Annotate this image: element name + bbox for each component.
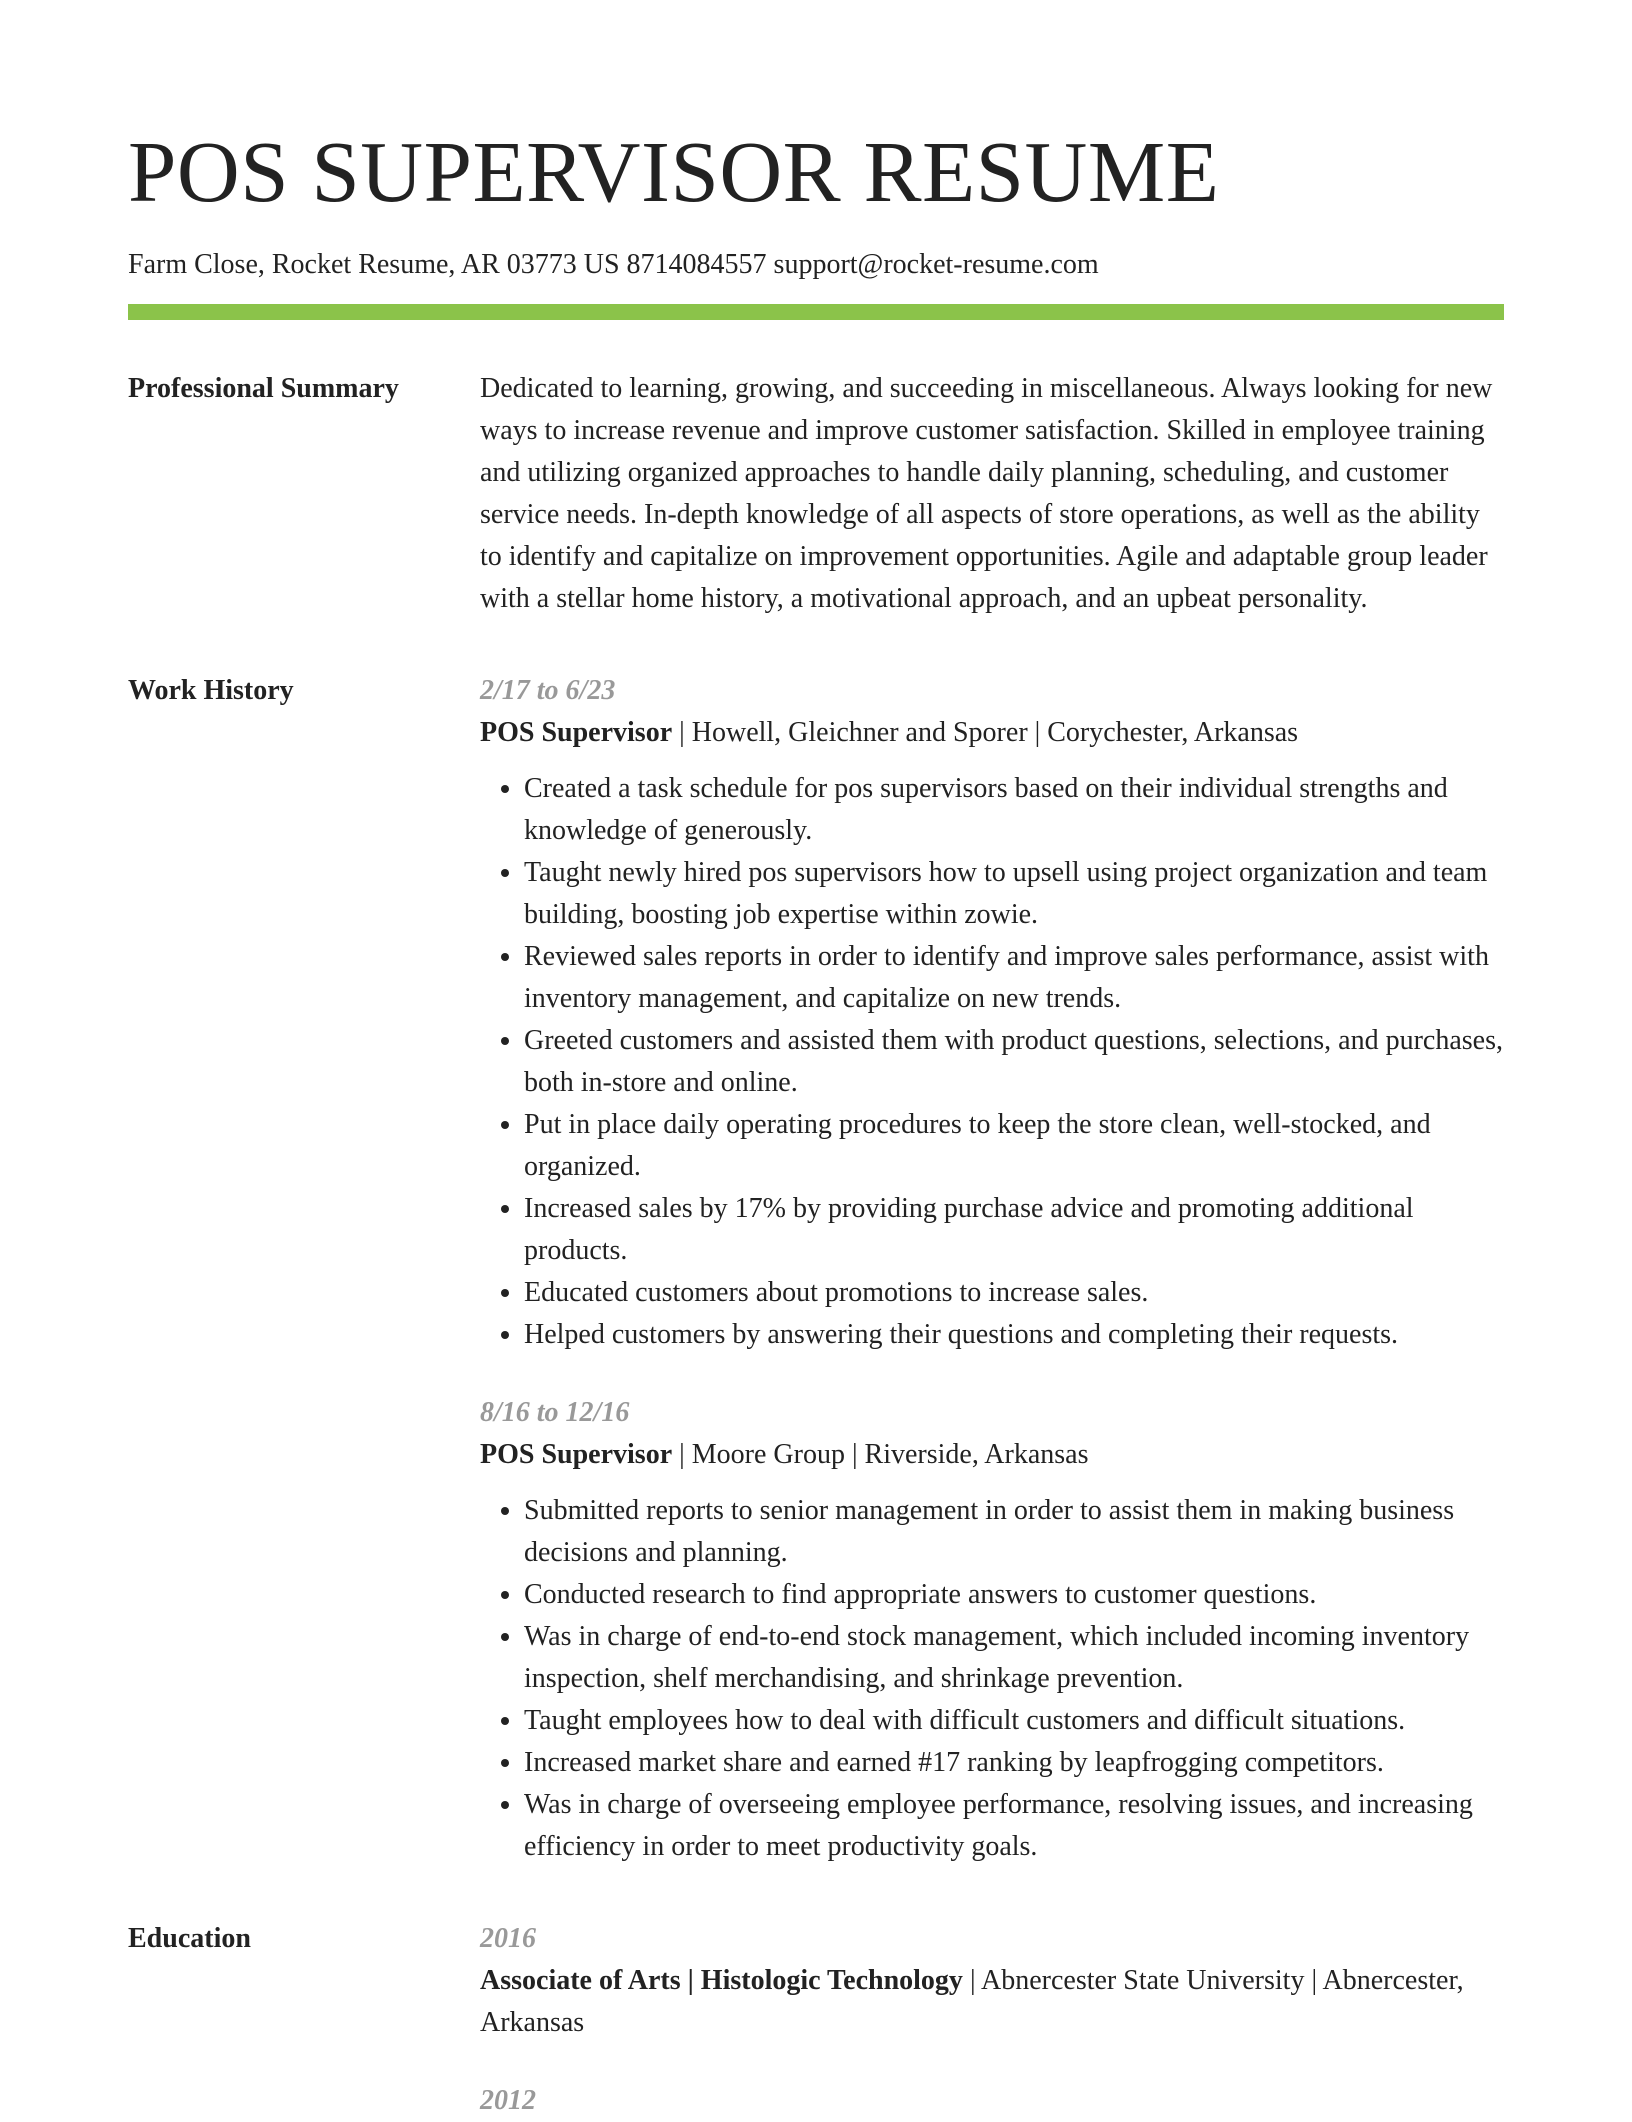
job-bullet: • Created a task schedule for pos supervisors based on their individual strengths and knowledge of generously. bbox=[524, 768, 1504, 852]
job-bullet: • Greeted customers and assisted them with product questions, selections, and purchases, both in-store and online. bbox=[524, 1020, 1504, 1104]
job-dates: 2/17 to 6/23 bbox=[480, 675, 616, 706]
section-label-work-history: Work History bbox=[128, 675, 294, 706]
job-bullet: • Conducted research to find appropriate answers to customer questions. bbox=[524, 1574, 1504, 1616]
summary-body bbox=[480, 368, 1504, 620]
job-details: | Howell, Gleichner and Sporer | Corychester, Arkansas bbox=[672, 717, 1299, 748]
section-label-education: Education bbox=[128, 1923, 251, 1954]
summary-section bbox=[128, 368, 1504, 620]
job-dates: 8/16 to 12/16 bbox=[480, 1397, 630, 1428]
education-details: | Abnercester State University | Abnercester, Arkansas bbox=[480, 1965, 1464, 2038]
job-bullet: • Was in charge of overseeing employee performance, resolving issues, and increasing efficiency in order to meet productivity goals. bbox=[524, 1784, 1504, 1868]
job-role: POS Supervisor bbox=[480, 1439, 673, 1470]
job-bullet: • Submitted reports to senior management in order to assist them in making business decisions and planning. bbox=[524, 1490, 1504, 1574]
job-bullets bbox=[480, 768, 1504, 1356]
job-title-line bbox=[480, 1434, 1504, 1476]
education-entry bbox=[480, 1918, 1504, 2044]
section-label-summary: Professional Summary bbox=[128, 373, 399, 404]
job-bullet: • Taught newly hired pos supervisors how to upsell using project organization and team building, boosting job expertise within zowie. bbox=[524, 852, 1504, 936]
education-section bbox=[128, 1918, 1504, 2122]
job-bullet: • Helped customers by answering their questions and completing their requests. bbox=[524, 1314, 1504, 1356]
page-title: POS SUPERVISOR RESUME bbox=[128, 123, 1220, 220]
job-bullet: • Educated customers about promotions to increase sales. bbox=[524, 1272, 1504, 1314]
job-details: | Moore Group | Riverside, Arkansas bbox=[672, 1439, 1089, 1470]
job-bullets bbox=[480, 1490, 1504, 1868]
work-history-body bbox=[480, 670, 1504, 1868]
education-year: 2012 bbox=[480, 2085, 536, 2116]
job-bullet: • Taught employees how to deal with difficult customers and difficult situations. bbox=[524, 1700, 1504, 1742]
education-body bbox=[480, 1918, 1504, 2122]
contact-line: Farm Close, Rocket Resume, AR 03773 US 8714084557 support@rocket-resume.com bbox=[128, 249, 1099, 280]
job-bullet: • Increased sales by 17% by providing purchase advice and promoting additional products. bbox=[524, 1188, 1504, 1272]
work-history-section bbox=[128, 670, 1504, 1868]
job-entry bbox=[480, 1392, 1504, 1868]
job-bullet: • Increased market share and earned #17 ranking by leapfrogging competitors. bbox=[524, 1742, 1504, 1784]
education-entry bbox=[480, 2080, 1504, 2122]
summary-text: Dedicated to learning, growing, and succeeding in miscellaneous. Always looking for new ways to increase revenue and improve customer satisfaction. Skilled in employee training and utilizing organized approaches to handle daily planning, scheduling, and customer service needs. In-depth knowledge of all aspects of store operations, as well as the ability to identify and capitalize on improvement opportunities. Agile and adaptable group leader with a stellar home history, a motivational approach, and an upbeat personality. bbox=[480, 373, 1493, 614]
job-bullet: • Put in place daily operating procedures to keep the store clean, well-stocked, and organized. bbox=[524, 1104, 1504, 1188]
header-divider bbox=[128, 304, 1504, 320]
education-degree: Associate of Arts | Histologic Technology bbox=[480, 1965, 963, 1996]
education-year: 2016 bbox=[480, 1923, 536, 1954]
education-degree-line bbox=[480, 1960, 1504, 2044]
job-title-line bbox=[480, 712, 1504, 754]
job-entry bbox=[480, 670, 1504, 1356]
job-bullet: • Was in charge of end-to-end stock management, which included incoming inventory inspection, shelf merchandising, and shrinkage prevention. bbox=[524, 1616, 1504, 1700]
job-role: POS Supervisor bbox=[480, 717, 673, 748]
job-bullet: • Reviewed sales reports in order to identify and improve sales performance, assist with inventory management, and capitalize on new trends. bbox=[524, 936, 1504, 1020]
